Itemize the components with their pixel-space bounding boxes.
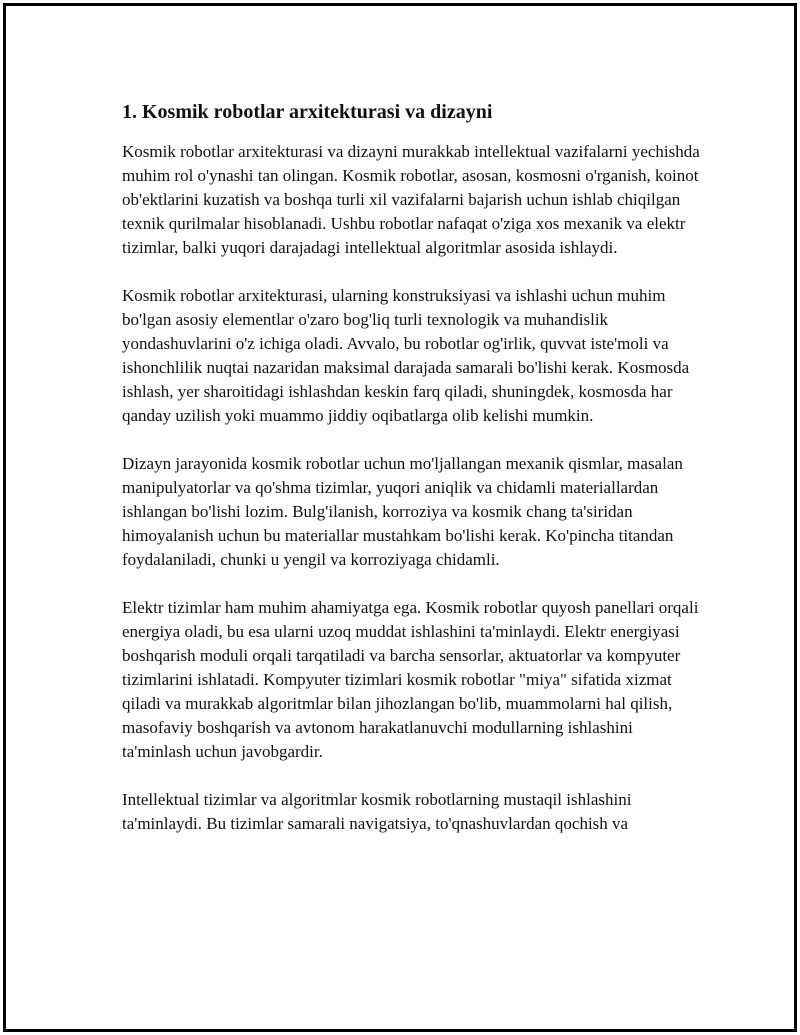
paragraph-2: Kosmik robotlar arxitekturasi, ularning konstruksiyasi va ishlashi uchun muhim bo'lgan asosiy elementlar o'zaro bog'liq turli texnologik va muhandislik yondashuvlarini o'z ichiga oladi. Avvalo, bu robotlar og'irlik, quvvat iste'moli va ishonchlilik nuqtai nazaridan maksimal darajada samarali bo'lishi kerak. Kosmosda ishlash, yer sharoitidagi ishlashdan keskin farq qiladi, shuningdek, kosmosda har qanday uzilish yoki muammo jiddiy oqibatlarga olib kelishi mumkin. [122,286,690,425]
paragraph-3: Dizayn jarayonida kosmik robotlar uchun mo'ljallangan mexanik qismlar, masalan manipulyatorlar va qo'shma tizimlar, yuqori aniqlik va chidamli materiallardan ishlangan bo'lishi lozim. Bulg'ilanish, korroziya va kosmik chang ta'siridan himoyalanish uchun bu materiallar mustahkam bo'lishi kerak. Ko'pincha titandan foydalaniladi, chunki u yengil va korroziyaga chidamli. [122,454,683,569]
section-heading: 1. Kosmik robotlar arxitekturasi va dizayni [122,101,493,123]
paragraph-5: Intellektual tizimlar va algoritmlar kosmik robotlarning mustaqil ishlashini ta'minlaydi. Bu tizimlar samarali navigatsiya, to'qnashuvlardan qochish va [122,790,632,833]
document-body [122,98,700,860]
paragraph-1: Kosmik robotlar arxitekturasi va dizayni murakkab intellektual vazifalarni yechishda muhim rol o'ynashi tan olingan. Kosmik robotlar, asosan, kosmosni o'rganish, koinot ob'ektlarini kuzatish va boshqa turli xil vazifalarni bajarish uchun ishlab chiqilgan texnik qurilmalar hisoblanadi. Ushbu robotlar nafaqat o'ziga xos mexanik va elektr tizimlar, balki yuqori darajadagi intellektual algoritmlar asosida ishlaydi. [122,142,700,257]
paragraph-4: Elektr tizimlar ham muhim ahamiyatga ega. Kosmik robotlar quyosh panellari orqali energiya oladi, bu esa ularni uzoq muddat ishlashini ta'minlaydi. Elektr energiyasi boshqarish moduli orqali tarqatiladi va barcha sensorlar, aktuatorlar va kompyuter tizimlarini ishlatadi. Kompyuter tizimlari kosmik robotlar "miya" sifatida xizmat qiladi va murakkab algoritmlar bilan jihozlangan bo'lib, muammolarni hal qilish, masofaviy boshqarish va avtonom harakatlanuvchi modullarning ishlashini ta'minlash uchun javobgardir. [122,598,699,761]
page-frame [3,3,797,1032]
